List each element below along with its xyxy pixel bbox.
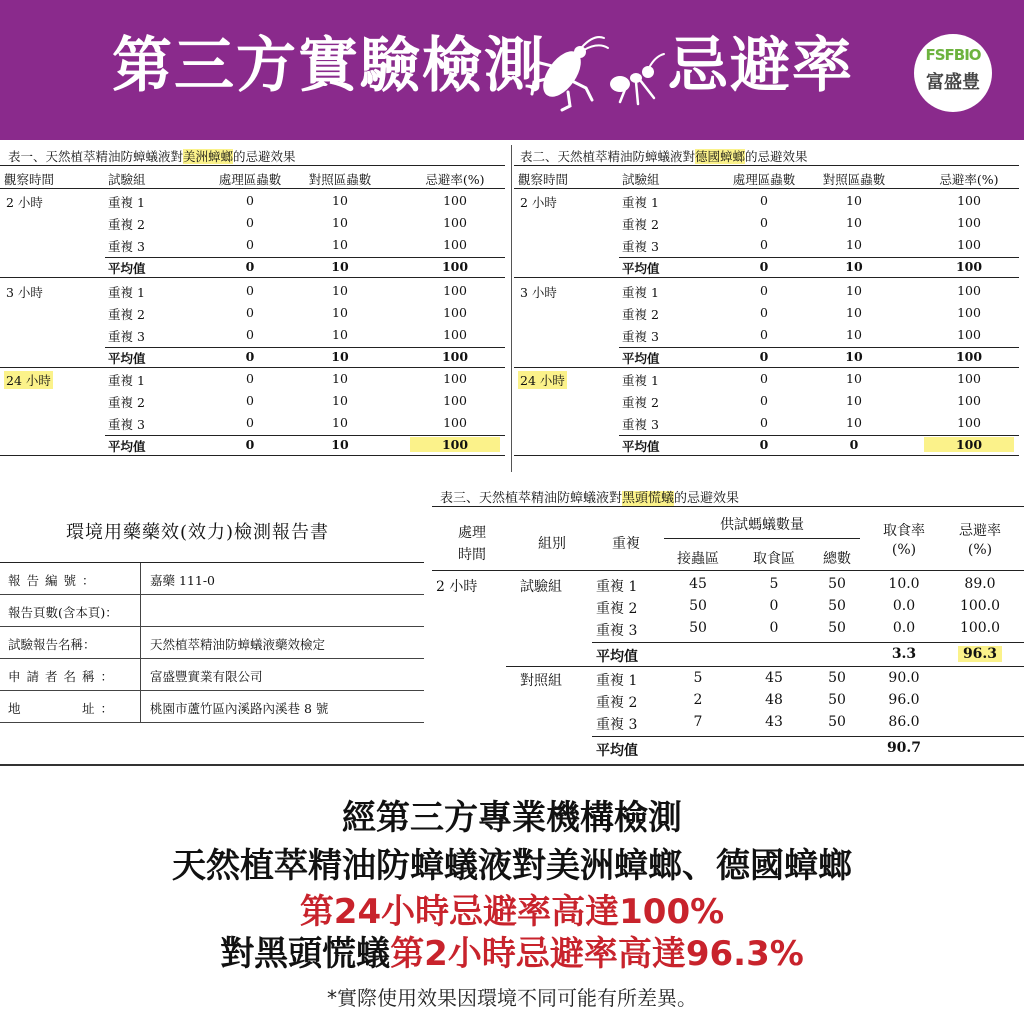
column-header: 忌避率(%)	[939, 172, 999, 187]
table-rule	[432, 506, 1024, 507]
repellency-rate: 100	[957, 215, 981, 230]
treated-count: 0	[245, 349, 255, 364]
replicate-label: 重複 1	[108, 195, 145, 210]
treated-count: 0	[760, 193, 768, 208]
table-rule	[105, 435, 505, 436]
control-count: 10	[846, 415, 862, 430]
treated-count: 0	[760, 415, 768, 430]
repellency-rate: 100	[410, 437, 500, 452]
data-value: 50	[828, 576, 846, 592]
column-header: 試驗組	[622, 172, 660, 187]
control-count: 10	[846, 305, 862, 320]
data-value: 0.0	[892, 598, 916, 614]
table-rule	[514, 277, 1019, 278]
repellency-rate: 100	[441, 259, 469, 274]
data-value: 96.0	[888, 692, 920, 708]
treated-count: 0	[760, 371, 768, 386]
table-rule	[0, 277, 505, 278]
report-field-label: 地 址：	[8, 701, 120, 716]
table-rule	[514, 367, 1019, 368]
report-row	[0, 627, 424, 659]
header-unit: (%)	[967, 542, 993, 558]
data-value: 50	[828, 620, 846, 636]
data-value: 0	[769, 598, 779, 614]
data-value: 50	[689, 598, 707, 614]
conclusion-line4: 對黑頭慌蟻第2小時忌避率高達96.3%	[220, 934, 804, 974]
control-count: 10	[332, 237, 348, 252]
time-label: 2 小時	[6, 195, 43, 210]
time-label: 24 小時	[6, 373, 51, 388]
control-count: 10	[331, 437, 349, 452]
repellency-rate: 100	[443, 415, 467, 430]
data-value: 86.0	[888, 714, 920, 730]
control-count: 10	[331, 259, 349, 274]
replicate-label: 重複 3	[596, 717, 638, 733]
replicate-label: 重複 1	[108, 373, 145, 388]
data-value: 90.0	[888, 670, 920, 686]
logo-text: FSFBIO	[925, 46, 981, 64]
conclusion-line1: 經第三方專業機構檢測	[342, 798, 682, 838]
control-count: 10	[846, 327, 862, 342]
data-value: 50	[689, 620, 707, 636]
repellency-rate: 100	[957, 283, 981, 298]
control-count: 10	[332, 283, 348, 298]
repellency-rate: 100	[957, 305, 981, 320]
disclaimer-note: *實際使用效果因環境不同可能有所差異。	[327, 986, 697, 1010]
table-rule	[514, 188, 1019, 189]
group-test: 試驗組	[520, 579, 562, 595]
repellency-rate: 100	[443, 371, 467, 386]
report-separator	[140, 691, 141, 722]
data-value: 100.0	[959, 620, 1001, 636]
repellency-rate: 100	[957, 327, 981, 342]
cockroach-ant-icon	[528, 32, 668, 112]
control-count: 10	[332, 393, 348, 408]
control-count: 10	[332, 215, 348, 230]
repellency-rate: 100	[955, 349, 983, 364]
report-separator	[140, 627, 141, 658]
report-field-label: 報告編號：	[8, 573, 101, 588]
replicate-label: 平均值	[108, 439, 146, 454]
replicate-label: 平均值	[622, 351, 660, 366]
time-label: 3 小時	[6, 285, 43, 300]
header-unit: (%)	[891, 542, 917, 558]
control-count: 10	[331, 349, 349, 364]
repellency-rate: 100	[957, 415, 981, 430]
treated-count: 0	[245, 259, 255, 274]
data-value: 45	[765, 670, 783, 686]
treated-count: 0	[759, 437, 769, 452]
time-label: 2 小時	[436, 579, 478, 595]
replicate-label: 重複 1	[622, 285, 659, 300]
group-control: 對照組	[520, 673, 562, 689]
data-value: 50	[828, 714, 846, 730]
conclusion-line3: 第24小時忌避率高達100%	[299, 892, 725, 932]
report-field-value: 富盛豐實業有限公司	[150, 669, 263, 684]
conclusion-line2: 天然植萃精油防蟑蟻液對美洲蟑螂、德國蟑螂	[172, 846, 852, 886]
repellency-rate: 100	[443, 215, 467, 230]
header-sub: 取食區	[753, 551, 795, 567]
time-label: 2 小時	[520, 195, 557, 210]
column-header: 觀察時間	[4, 172, 55, 187]
repellency-rate: 100	[957, 237, 981, 252]
control-count: 0	[849, 437, 859, 452]
repellency-rate: 100	[443, 237, 467, 252]
replicate-label: 重複 3	[108, 417, 145, 432]
column-header: 忌避率(%)	[425, 172, 485, 187]
treated-count: 0	[246, 371, 254, 386]
data-value: 10.0	[888, 576, 920, 592]
data-value: 48	[765, 692, 783, 708]
replicate-label: 重複 2	[108, 395, 145, 410]
table-rule	[105, 347, 505, 348]
data-value: 5	[769, 576, 779, 592]
table-rule	[0, 455, 505, 456]
replicate-label: 重複 2	[108, 307, 145, 322]
control-count: 10	[846, 283, 862, 298]
header-sub: 接蟲區	[677, 551, 719, 567]
treated-count: 0	[760, 327, 768, 342]
brand-logo	[914, 34, 992, 112]
report-field-value: 嘉藥 111-0	[150, 573, 216, 588]
header-repellency: 忌避率	[959, 523, 1001, 539]
table-rule	[619, 347, 1019, 348]
control-count: 10	[846, 371, 862, 386]
column-header: 觀察時間	[518, 172, 569, 187]
report-separator	[140, 563, 141, 594]
replicate-label: 重複 1	[108, 285, 145, 300]
treated-count: 0	[246, 305, 254, 320]
report-row	[0, 595, 424, 627]
replicate-label: 重複 1	[596, 579, 638, 595]
header-ant-count: 供試螞蟻數量	[720, 517, 804, 533]
title-banner	[0, 0, 1024, 140]
column-header: 對照區蟲數	[822, 172, 886, 187]
report-row	[0, 563, 424, 595]
average-feeding-rate: 90.7	[886, 740, 922, 756]
header-time: 時間	[458, 547, 486, 563]
replicate-label: 平均值	[108, 261, 146, 276]
treated-count: 0	[246, 415, 254, 430]
replicate-label: 重複 3	[622, 239, 659, 254]
data-value: 7	[693, 714, 703, 730]
repellency-rate: 100	[441, 349, 469, 364]
header-time: 處理	[458, 525, 486, 541]
replicate-label: 重複 1	[596, 673, 638, 689]
table-rule	[432, 570, 1024, 571]
replicate-label: 重複 1	[622, 195, 659, 210]
treated-count: 0	[246, 237, 254, 252]
replicate-label: 平均值	[622, 261, 660, 276]
replicate-label: 平均值	[108, 351, 146, 366]
data-value: 89.0	[964, 576, 996, 592]
average-label: 平均值	[596, 649, 638, 665]
replicate-label: 重複 2	[596, 695, 638, 711]
control-count: 10	[332, 415, 348, 430]
treated-count: 0	[760, 283, 768, 298]
report-field-value: 天然植萃精油防蟑蟻液藥效檢定	[150, 637, 326, 652]
data-value: 100.0	[959, 598, 1001, 614]
treated-count: 0	[760, 237, 768, 252]
data-value: 2	[693, 692, 703, 708]
average-label: 平均值	[596, 743, 638, 759]
report-title: 環境用藥藥效(效力)檢測報告書	[66, 522, 330, 543]
treated-count: 0	[245, 437, 255, 452]
repellency-rate: 100	[443, 305, 467, 320]
table-rule	[619, 257, 1019, 258]
control-count: 10	[332, 193, 348, 208]
header-replicate: 重複	[612, 536, 640, 552]
average-feeding-rate: 3.3	[891, 646, 917, 662]
logo-cn: 富盛豊	[926, 72, 980, 93]
table3-caption: 表三、天然植萃精油防蟑蟻液對黑頭慌蟻的忌避效果	[440, 491, 740, 506]
control-count: 10	[846, 393, 862, 408]
column-header: 試驗組	[108, 172, 146, 187]
table-rule	[0, 188, 505, 189]
header-feeding-rate: 取食率	[883, 523, 925, 539]
treated-count: 0	[246, 193, 254, 208]
replicate-label: 重複 3	[622, 417, 659, 432]
replicate-label: 重複 2	[622, 307, 659, 322]
data-value: 50	[828, 598, 846, 614]
repellency-rate: 100	[957, 371, 981, 386]
repellency-rate: 100	[443, 393, 467, 408]
repellency-rate: 100	[957, 393, 981, 408]
repellency-rate: 100	[955, 259, 983, 274]
header-sub: 總數	[823, 551, 851, 567]
table-rule	[514, 455, 1019, 456]
average-repellency-rate: 96.3	[958, 646, 1002, 662]
time-label: 24 小時	[520, 373, 565, 388]
table1-caption: 表一、天然植萃精油防蟑蟻液對美洲蟑螂的忌避效果	[8, 149, 296, 164]
banner-title-rate: 忌避率	[668, 31, 854, 101]
data-value: 50	[828, 692, 846, 708]
report-field-value: 桃園市蘆竹區內溪路內溪巷 8 號	[150, 701, 329, 716]
treated-count: 0	[246, 283, 254, 298]
report-row	[0, 691, 424, 723]
treated-count: 0	[759, 259, 769, 274]
control-count: 10	[332, 371, 348, 386]
replicate-label: 重複 2	[622, 395, 659, 410]
replicate-label: 重複 3	[108, 239, 145, 254]
replicate-label: 平均值	[622, 439, 660, 454]
treated-count: 0	[759, 349, 769, 364]
table-rule	[105, 257, 505, 258]
treated-count: 0	[760, 305, 768, 320]
repellency-rate: 100	[443, 193, 467, 208]
column-header: 對照區蟲數	[308, 172, 372, 187]
report-row	[0, 659, 424, 691]
repellency-rate: 100	[957, 193, 981, 208]
table2-caption: 表二、天然植萃精油防蟑蟻液對德國蟑螂的忌避效果	[520, 149, 808, 164]
time-label: 3 小時	[520, 285, 557, 300]
report-separator	[140, 595, 141, 626]
table-rule	[592, 642, 1024, 643]
column-header: 處理區蟲數	[218, 172, 282, 187]
treated-count: 0	[760, 393, 768, 408]
control-count: 10	[845, 259, 863, 274]
replicate-label: 重複 1	[622, 373, 659, 388]
control-count: 10	[846, 193, 862, 208]
report-field-label: 報告頁數(含本頁)：	[8, 605, 118, 620]
section-divider	[0, 764, 1024, 766]
repellency-rate: 100	[443, 327, 467, 342]
control-count: 10	[845, 349, 863, 364]
data-value: 50	[828, 670, 846, 686]
replicate-label: 重複 3	[108, 329, 145, 344]
repellency-rate: 100	[443, 283, 467, 298]
treated-count: 0	[760, 215, 768, 230]
treated-count: 0	[246, 393, 254, 408]
table-rule	[664, 538, 860, 539]
data-value: 43	[765, 714, 783, 730]
treated-count: 0	[246, 215, 254, 230]
report-separator	[140, 659, 141, 690]
data-value: 5	[693, 670, 703, 686]
repellency-rate: 100	[924, 437, 1014, 452]
data-value: 0.0	[892, 620, 916, 636]
replicate-label: 重複 2	[596, 601, 638, 617]
table-rule	[506, 666, 1024, 667]
control-count: 10	[332, 305, 348, 320]
header-group: 組別	[538, 536, 566, 552]
control-count: 10	[846, 237, 862, 252]
report-field-label: 試驗報告名稱：	[8, 637, 96, 652]
table-rule	[619, 435, 1019, 436]
report-field-label: 申請者名稱：	[8, 669, 120, 684]
banner-title-main: 第三方實驗檢測	[112, 31, 546, 101]
control-count: 10	[332, 327, 348, 342]
table-rule	[592, 736, 1024, 737]
replicate-label: 重複 2	[622, 217, 659, 232]
column-header: 處理區蟲數	[732, 172, 796, 187]
control-count: 10	[846, 215, 862, 230]
table-rule	[0, 367, 505, 368]
data-value: 45	[689, 576, 707, 592]
treated-count: 0	[246, 327, 254, 342]
replicate-label: 重複 2	[108, 217, 145, 232]
data-value: 0	[769, 620, 779, 636]
replicate-label: 重複 3	[596, 623, 638, 639]
replicate-label: 重複 3	[622, 329, 659, 344]
